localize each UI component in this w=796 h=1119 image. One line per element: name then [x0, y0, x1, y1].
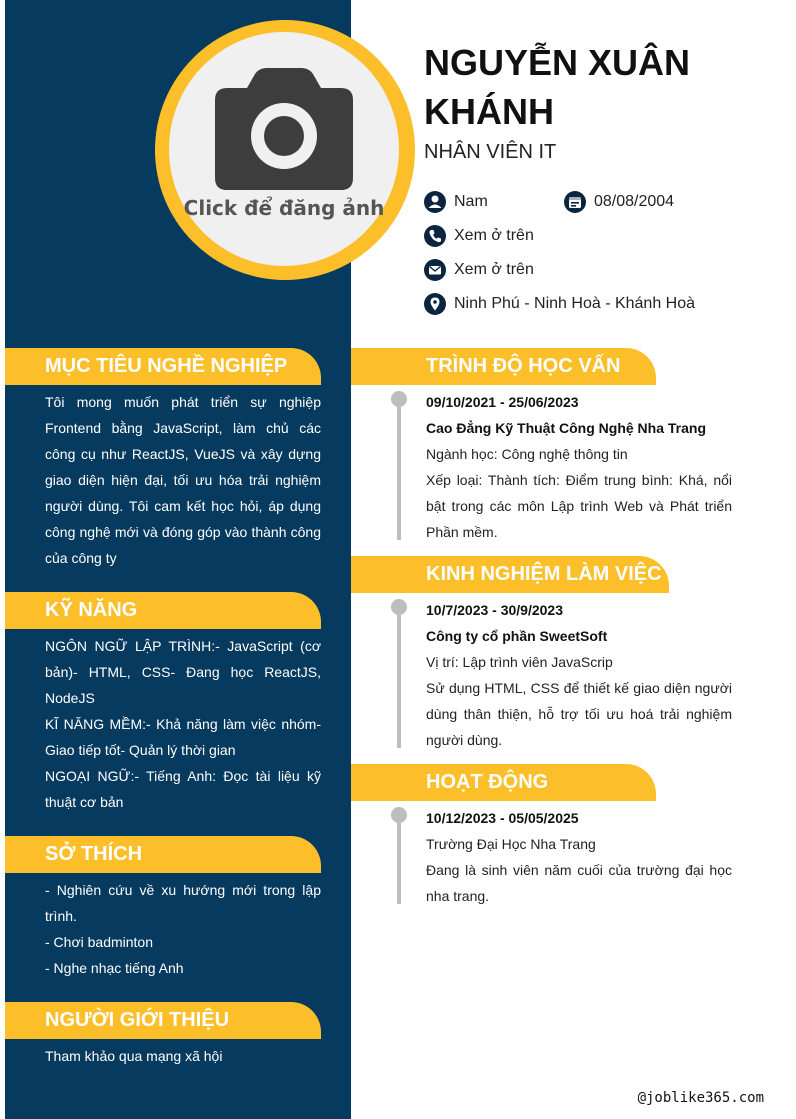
- timeline-line: [397, 816, 401, 904]
- candidate-name: NGUYỄN XUÂN: [424, 42, 691, 83]
- activities-date: 10/12/2023 - 05/05/2025: [426, 810, 579, 826]
- experience-position: Vị trí: Lập trình viên JavaScrip: [426, 654, 613, 670]
- skills-header: [5, 592, 321, 629]
- address-row: [424, 293, 695, 315]
- education-major: Ngành học: Công nghệ thông tin: [426, 446, 628, 462]
- education-header: [351, 348, 656, 385]
- email-row: [424, 259, 534, 281]
- education-entry: [426, 391, 732, 545]
- experience-entry: [426, 599, 732, 753]
- objective-title: MỤC TIÊU NGHỀ NGHIỆP: [45, 355, 288, 377]
- gender-value: Nam: [454, 193, 488, 210]
- hobbies-list: [45, 877, 321, 981]
- user-icon: [424, 191, 446, 213]
- experience-date: 10/7/2023 - 30/9/2023: [426, 602, 564, 618]
- candidate-name-line2: KHÁNH: [424, 91, 554, 132]
- email-value: Xem ở trên: [454, 261, 534, 278]
- references-header: [5, 1002, 321, 1039]
- experience-description: Sử dụng HTML, CSS để thiết kế giao diện người dùng thân thiện, hỗ trợ tối ưu hoá trải nghiệm người dùng.: [426, 680, 732, 748]
- skill-item: NGÔN NGỮ LẬP TRÌNH:- JavaScript (cơ bản)- HTML, CSS- Đang học ReactJS, NodeJS: [45, 638, 321, 706]
- education-school: Cao Đẳng Kỹ Thuật Công Nghệ Nha Trang: [426, 420, 707, 436]
- hobbies-header: [5, 836, 321, 873]
- timeline-line: [397, 400, 401, 540]
- phone-row: [424, 225, 534, 247]
- activities-title: HOẠT ĐỘNG: [426, 771, 549, 793]
- photo-caption[interactable]: Click để đăng ảnh: [183, 196, 385, 220]
- activities-header: [351, 764, 656, 801]
- experience-title: KINH NGHIỆM LÀM VIỆC: [426, 563, 662, 585]
- phone-icon: [424, 225, 446, 247]
- activities-entry: [426, 807, 732, 909]
- education-rank: Xếp loại: Thành tích: Điểm trung bình: Khá, nổi bật trong các môn Lập trình Web và Phát triển Phần mềm.: [426, 472, 732, 540]
- education-title: TRÌNH ĐỘ HỌC VẤN: [426, 355, 621, 377]
- hobby-item: - Chơi badminton: [45, 934, 154, 950]
- experience-company: Công ty cổ phần SweetSoft: [426, 628, 608, 644]
- objective-header: [5, 348, 321, 385]
- objective-text: Tôi mong muốn phát triển sự nghiệp Frontend bằng JavaScript, làm chủ các công cụ như ReactJS, VueJS và xây dựng giao diện hiện đại, tối ưu hóa trải nghiệm người dùng. Tôi cam kết học hỏi, áp dụng công nghệ mới và đóng góp vào thành công của công ty: [45, 394, 321, 566]
- education-date: 09/10/2021 - 25/06/2023: [426, 394, 579, 410]
- activities-org: Trường Đại Học Nha Trang: [426, 836, 596, 852]
- hobbies-title: SỞ THÍCH: [45, 843, 143, 865]
- address-value: Ninh Phú - Ninh Hoà - Khánh Hoà: [454, 295, 696, 312]
- references-title: NGƯỜI GIỚI THIỆU: [45, 1009, 230, 1031]
- timeline-line: [397, 608, 401, 748]
- skills-list: [45, 633, 321, 815]
- skill-item: NGOẠI NGỮ:- Tiếng Anh: Đọc tài liệu kỹ thuật cơ bản: [45, 768, 321, 810]
- experience-header: [351, 556, 669, 593]
- birthday-value: 08/08/2004: [594, 193, 675, 210]
- phone-value: Xem ở trên: [454, 227, 534, 244]
- activities-description: Đang là sinh viên năm cuối của trường đại học nha trang.: [426, 862, 732, 904]
- job-title: NHÂN VIÊN IT: [424, 141, 557, 163]
- watermark: @joblike365.com: [637, 1090, 764, 1106]
- references-text: Tham khảo qua mạng xã hội: [45, 1048, 223, 1064]
- birthday-row: [564, 191, 674, 213]
- hobby-item: - Nghiên cứu về xu hướng mới trong lập trình.: [45, 882, 321, 924]
- mail-icon: [424, 259, 446, 281]
- gender-row: [424, 191, 488, 213]
- skill-item: KĨ NĂNG MỀM:- Khả năng làm việc nhóm- Giao tiếp tốt- Quản lý thời gian: [45, 716, 321, 758]
- skills-title: KỸ NĂNG: [45, 599, 138, 621]
- location-icon: [424, 293, 446, 315]
- calendar-icon: [564, 191, 586, 213]
- camera-icon[interactable]: [215, 68, 353, 190]
- hobby-item: - Nghe nhạc tiếng Anh: [45, 960, 184, 976]
